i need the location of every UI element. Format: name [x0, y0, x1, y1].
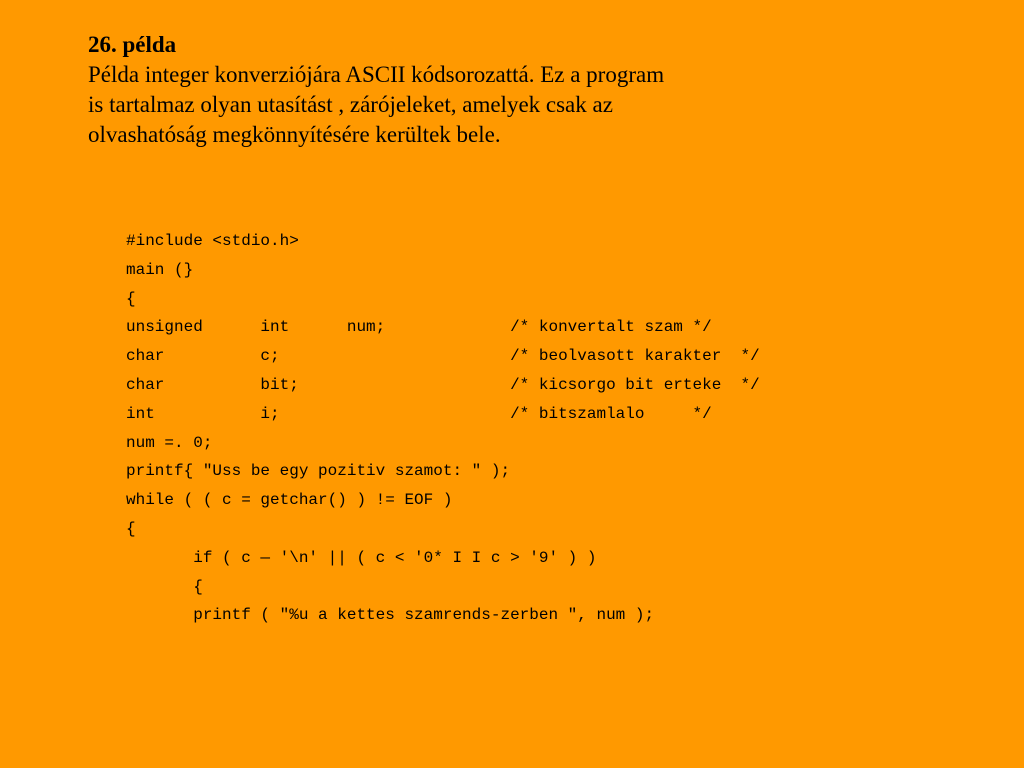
description-line: olvashatóság megkönnyítésére kerültek bele.: [88, 122, 501, 147]
slide-title: 26. példa: [88, 32, 177, 57]
code-line-decl-c: char c; /* beolvasott karakter */: [126, 347, 760, 366]
code-line-num-init: num =. 0;: [126, 433, 213, 452]
code-line-include: #include <stdio.h>: [126, 232, 299, 250]
description-line: is tartalmaz olyan utasítást , zárójeleket, amelyek csak az: [88, 92, 613, 117]
code-line-decl-num: unsigned int num; /* konvertalt szam */: [126, 318, 712, 337]
code-line-if: if ( c — '\n' || ( c < '0* I I c > '9' ) ): [126, 548, 597, 567]
code-listing: [126, 227, 986, 630]
code-line-while: while ( ( c = getchar() ) != EOF ): [126, 491, 453, 510]
code-line-open-brace: {: [126, 289, 136, 308]
code-line-printf-prompt: printf{ "Uss be egy pozitiv szamot: " );: [126, 462, 511, 481]
code-line-printf-result: printf ( "%u a kettes szamrends-zerben ", num );: [126, 606, 655, 625]
code-line-while-brace: {: [126, 519, 136, 538]
slide-header: [88, 30, 828, 150]
code-line-decl-bit: char bit; /* kicsorgo bit erteke */: [126, 375, 760, 394]
description-line: Példa integer konverziójára ASCII kódsorozattá. Ez a program: [88, 62, 665, 87]
code-line-decl-i: int i; /* bitszamlalo */: [126, 404, 712, 423]
code-line-if-brace: {: [126, 577, 203, 596]
code-line-main: main (}: [126, 260, 194, 279]
